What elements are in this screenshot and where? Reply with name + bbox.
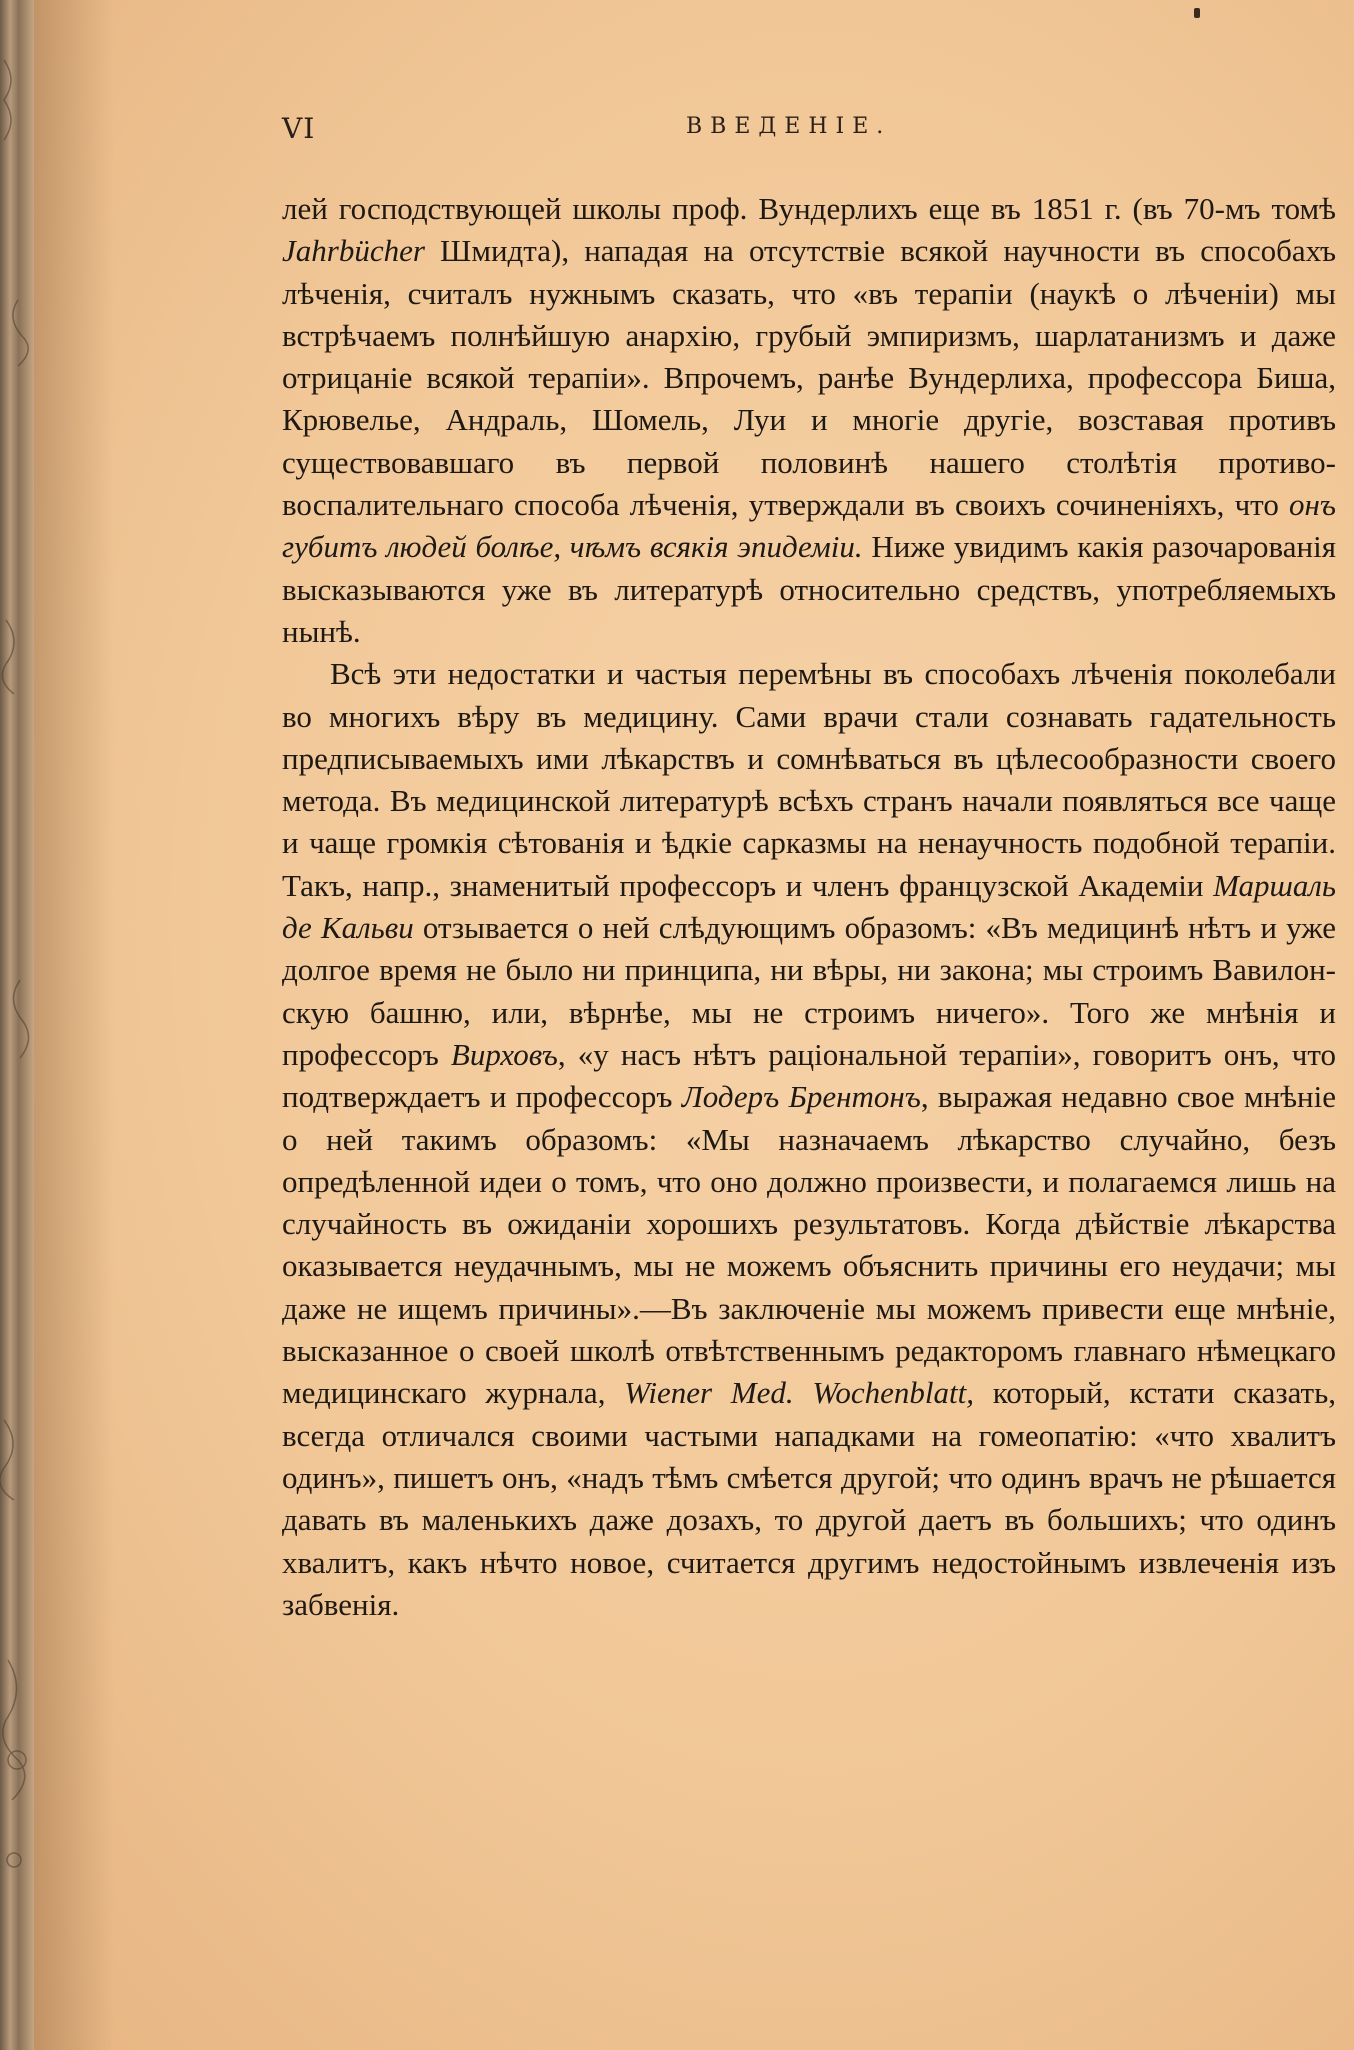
running-head: ВВЕДЕНІЕ.	[686, 114, 892, 139]
binding-shadow	[34, 0, 114, 2050]
text-span: , выражая недавно свое мнѣніе о ней такимъ образомъ: «Мы назначаемъ лѣкарство случайно, безъ опредѣленной идеи о томъ, что оно должно произвести, и полагаемся лишь на случайность въ ожиданіи хорошихъ результатовъ. Когда дѣйствіе лѣкарства оказывается неудачнымъ, мы не можемъ объяснить причины его неудачи; мы даже не ищемъ причины».—Въ заключеніе мы можемъ привести еще мнѣніе, высказанное о своей школѣ отвѣтственнымъ редакторомъ главнаго нѣмецкаго медицинскаго журнала,	[282, 1079, 1336, 1411]
paragraph	[282, 653, 1336, 1626]
text-span: , «у насъ нѣтъ раціональной терапіи», говоритъ онъ, что подтверждаетъ и профессоръ	[282, 1036, 1336, 1115]
page-number: VI	[282, 112, 316, 145]
text-span: который, кстати сказать, всегда отличался своими частыми нападками на гомеопатію: «что хвалитъ одинъ», пишетъ онъ, «надъ тѣмъ смѣется другой; что одинъ врачъ не рѣшается давать въ маленькихъ даже дозахъ, то другой даетъ въ большихъ; что одинъ хвалитъ, какъ нѣчто новое, считается другимъ недостойнымъ извлеченія изъ забвенія.	[282, 1375, 1336, 1622]
body-text	[282, 188, 1336, 1626]
paragraph	[282, 188, 1336, 653]
ink-mark	[1194, 8, 1200, 18]
binding-floral-pattern	[0, 0, 34, 2050]
text-span-italic: онъ губитъ людей болѣе, чѣмъ всякія эпидеміи.	[282, 487, 1336, 565]
text-span: отзывается о ней слѣдующимъ образомъ: «Въ медицинѣ нѣтъ и уже долгое время не было ни принципа, ни вѣры, ни закона; мы строимъ Вавилонскую башню, или, вѣрнѣе, мы не строимъ ничего». Того же мнѣнія и профессоръ	[282, 910, 1336, 1072]
text-span-italic: Wiener Med. Wochenblatt,	[624, 1375, 974, 1411]
text-span-italic: Лодеръ Брентонъ	[681, 1079, 921, 1115]
text-span: Ниже увидимъ какія разочарованія высказываются уже въ литературѣ относительно средствъ, употребляемыхъ нынѣ.	[282, 529, 1336, 649]
text-span: Шмидта), нападая на отсутствіе всякой научности въ способахъ лѣченія, считалъ нужнымъ сказать, что «въ терапіи (наукѣ о лѣченіи) мы встрѣчаемъ полнѣйшую анархію, грубый эмпиризмъ, шарлатанизмъ и даже отрицаніе всякой терапіи». Впрочемъ, ранѣе Вундерлиха, профессора Биша, Крювелье, Андраль, Шомель, Луи и многіе другіе, возставая противъ существовавшаго въ первой половинѣ нашего столѣтія противовоспалительнаго способа лѣченія, утверждали въ своихъ сочиненіяхъ, что	[282, 233, 1336, 523]
text-span: Всѣ эти недостатки и частыя перемѣны въ способахъ лѣченія поколебали во многихъ вѣру въ медицину. Сами врачи стали сознавать гадательность предписываемыхъ ими лѣкарствъ и сомнѣваться въ цѣлесообразности своего метода. Въ медицинской литературѣ всѣхъ странъ начали появляться все чаще и чаще громкія сѣтованія и ѣдкіе сарказмы на ненаучность подобной терапіи. Такъ, напр., знаменитый профессоръ и членъ французской Академіи	[282, 656, 1336, 903]
text-span-italic: Маршаль де Кальви	[282, 867, 1336, 946]
text-span-italic: Вирховъ	[450, 1036, 558, 1072]
page-header	[282, 112, 1342, 152]
text-span-italic: Jahrbücher	[282, 233, 425, 269]
text-span: лей господствующей школы проф. Вундерлихъ еще въ 1851 г. (въ 70-мъ томѣ	[282, 191, 1336, 226]
